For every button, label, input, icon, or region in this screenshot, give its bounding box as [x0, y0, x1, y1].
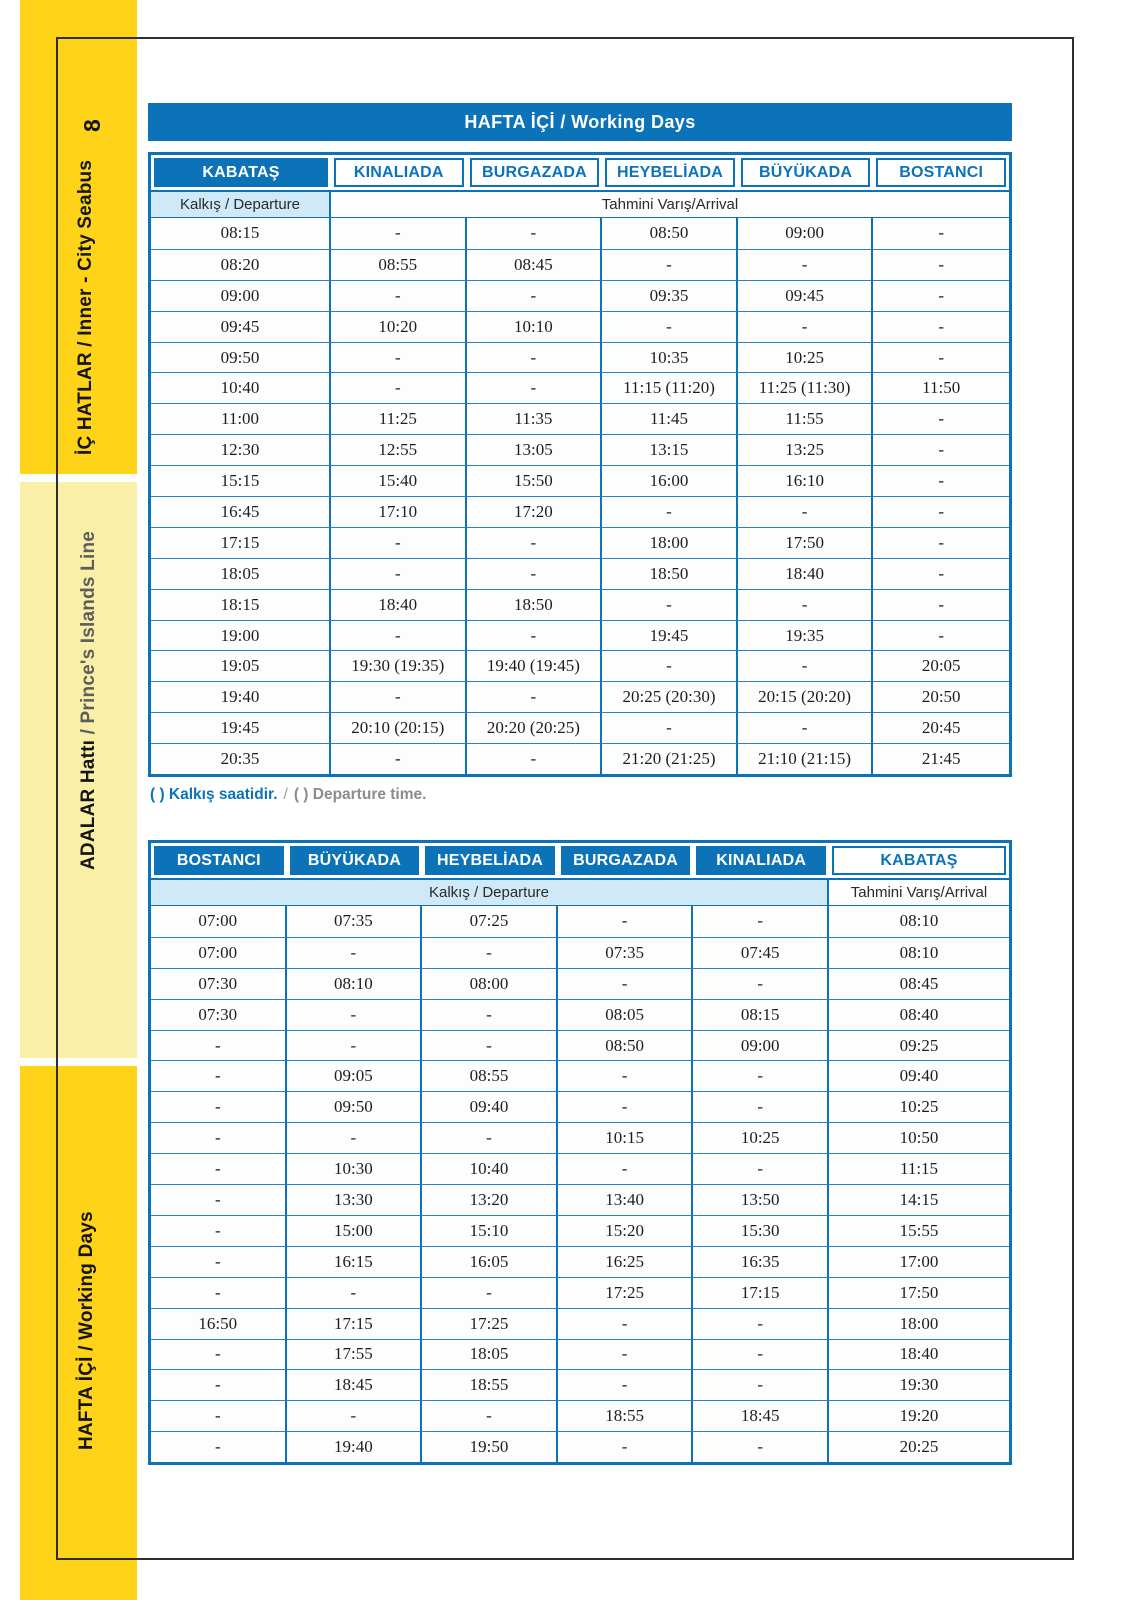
time-cell: - — [331, 218, 467, 249]
time-cell: - — [693, 906, 829, 937]
time-cell: - — [602, 311, 738, 342]
time-cell: - — [693, 1153, 829, 1184]
column-header-bostanci — [873, 155, 1009, 190]
time-cell: - — [151, 1339, 287, 1370]
time-cell: 18:45 — [287, 1369, 423, 1400]
column-header-kinaliada — [693, 843, 829, 878]
time-cell: 20:45 — [873, 712, 1009, 743]
time-cell: 19:45 — [602, 620, 738, 651]
time-cell: 08:50 — [602, 218, 738, 249]
time-cell: 09:40 — [422, 1091, 558, 1122]
time-cell: - — [467, 743, 603, 774]
time-cell: - — [873, 249, 1009, 280]
time-cell: 17:15 — [151, 527, 331, 558]
time-cell: - — [558, 1091, 694, 1122]
time-cell: - — [738, 311, 874, 342]
time-cell: 19:45 — [151, 712, 331, 743]
time-cell: 21:20 (21:25) — [602, 743, 738, 774]
time-cell: - — [602, 496, 738, 527]
time-cell: 21:45 — [873, 743, 1009, 774]
time-cell: 17:25 — [558, 1277, 694, 1308]
time-cell: - — [693, 1339, 829, 1370]
time-cell: - — [693, 1091, 829, 1122]
time-cell: 19:40 — [151, 681, 331, 712]
time-cell: 11:50 — [873, 372, 1009, 403]
time-cell: 15:20 — [558, 1215, 694, 1246]
time-cell: 17:10 — [331, 496, 467, 527]
time-cell: - — [151, 1030, 287, 1061]
time-cell: 09:05 — [287, 1060, 423, 1091]
time-cell: 07:30 — [151, 999, 287, 1030]
time-cell: - — [467, 681, 603, 712]
time-cell: - — [558, 1060, 694, 1091]
timetable-kabatas-departures — [148, 152, 1012, 777]
time-cell: 13:15 — [602, 434, 738, 465]
time-cell: 19:35 — [738, 620, 874, 651]
time-cell: 18:50 — [602, 558, 738, 589]
time-cell: 08:45 — [829, 968, 1009, 999]
time-cell: 16:50 — [151, 1308, 287, 1339]
time-cell: 19:00 — [151, 620, 331, 651]
time-cell: 18:15 — [151, 589, 331, 620]
time-cell: - — [873, 620, 1009, 651]
time-cell: - — [422, 937, 558, 968]
time-cell: - — [151, 1277, 287, 1308]
time-cell: 15:55 — [829, 1215, 1009, 1246]
time-cell: 08:10 — [899, 911, 939, 931]
time-cell: 09:00 — [151, 280, 331, 311]
time-cell: - — [467, 527, 603, 558]
time-cell: 13:50 — [693, 1184, 829, 1215]
time-cell: - — [873, 280, 1009, 311]
time-cell: - — [422, 1400, 558, 1431]
time-cell: 08:20 — [151, 249, 331, 280]
time-cell: - — [873, 465, 1009, 496]
time-cell: 07:30 — [151, 968, 287, 999]
time-cell: 18:40 — [829, 1339, 1009, 1370]
time-cell: - — [331, 342, 467, 373]
time-cell: - — [287, 999, 423, 1030]
time-cell: 07:35 — [287, 906, 423, 937]
column-header-label: HEYBELİADA — [425, 846, 555, 875]
time-cell: - — [467, 342, 603, 373]
footnote-turkish: ( ) Kalkış saatidir. — [150, 786, 278, 804]
column-header-label: BÜYÜKADA — [741, 158, 871, 187]
time-cell: - — [467, 558, 603, 589]
time-cell: 16:10 — [738, 465, 874, 496]
column-header-kabatas — [829, 843, 1009, 878]
footnote-english: ( ) Departure time. — [293, 786, 427, 804]
time-cell: - — [151, 1400, 287, 1431]
time-cell: 09:50 — [151, 342, 331, 373]
time-cell: 09:25 — [829, 1030, 1009, 1061]
time-cell: 15:30 — [693, 1215, 829, 1246]
time-cell: - — [151, 1184, 287, 1215]
time-cell: - — [331, 620, 467, 651]
time-cell: - — [693, 1369, 829, 1400]
time-cell: 19:30 — [829, 1369, 1009, 1400]
time-cell: 17:25 — [422, 1308, 558, 1339]
time-cell: 19:50 — [422, 1431, 558, 1462]
time-cell: 16:00 — [602, 465, 738, 496]
footnote-separator: / — [283, 786, 288, 804]
time-cell: 21:10 (21:15) — [738, 743, 874, 774]
time-cell: 19:30 (19:35) — [331, 650, 467, 681]
time-cell: 09:45 — [151, 311, 331, 342]
sidebar-label-islands-line-english: / Prince's Islands Line — [78, 530, 99, 740]
time-cell: 20:05 — [873, 650, 1009, 681]
time-cell: 14:15 — [829, 1184, 1009, 1215]
time-cell: 08:10 — [829, 937, 1009, 968]
time-cell: 11:15 — [829, 1153, 1009, 1184]
time-cell: 10:30 — [287, 1153, 423, 1184]
time-cell: - — [422, 1122, 558, 1153]
time-cell: 07:25 — [422, 906, 558, 937]
column-header-label: KABATAŞ — [154, 158, 328, 187]
column-header-kinaliada — [331, 155, 467, 190]
time-cell: 10:10 — [467, 311, 603, 342]
column-header-label: HEYBELİADA — [605, 158, 735, 187]
time-cell: 10:25 — [829, 1091, 1009, 1122]
time-cell: 12:55 — [331, 434, 467, 465]
column-header-kabatas — [151, 155, 331, 190]
time-cell: - — [873, 311, 1009, 342]
sidebar-label-inner-city: İÇ HATLAR / Inner - City Seabus — [75, 159, 96, 455]
time-cell: - — [331, 280, 467, 311]
time-cell: - — [873, 434, 1009, 465]
column-header-burgazada — [558, 843, 694, 878]
time-cell: 20:10 (20:15) — [331, 712, 467, 743]
time-cell: 16:05 — [422, 1246, 558, 1277]
page-number: 8 — [79, 119, 105, 132]
time-cell: - — [873, 558, 1009, 589]
time-cell: - — [873, 589, 1009, 620]
column-header-label: KINALIADA — [696, 846, 826, 875]
time-cell: 18:05 — [422, 1339, 558, 1370]
time-cell: 18:05 — [151, 558, 331, 589]
time-cell: 07:00 — [151, 906, 287, 937]
time-cell: 19:20 — [829, 1400, 1009, 1431]
time-cell: 13:20 — [422, 1184, 558, 1215]
time-cell: 09:00 — [693, 1030, 829, 1061]
arrival-subheader: Tahmini Varış/Arrival — [829, 878, 1009, 906]
time-cell: - — [422, 1277, 558, 1308]
time-cell: - — [287, 1400, 423, 1431]
time-cell: 08:55 — [422, 1060, 558, 1091]
time-cell: 10:20 — [331, 311, 467, 342]
time-cell: 08:50 — [558, 1030, 694, 1061]
content-area — [148, 103, 1012, 1465]
time-cell: 11:45 — [602, 403, 738, 434]
time-cell: - — [151, 1215, 287, 1246]
time-cell: - — [602, 249, 738, 280]
time-cell: 13:25 — [738, 434, 874, 465]
time-cell: 08:55 — [331, 249, 467, 280]
time-cell: 18:00 — [829, 1308, 1009, 1339]
column-header-bostanci — [151, 843, 287, 878]
time-cell: - — [693, 1431, 829, 1462]
timetable-bostanci-departures — [148, 840, 1012, 1465]
time-cell: - — [467, 280, 603, 311]
time-cell: 10:40 — [151, 372, 331, 403]
time-cell: 17:20 — [467, 496, 603, 527]
time-cell: - — [151, 1122, 287, 1153]
time-cell: 10:25 — [738, 342, 874, 373]
time-cell: 18:55 — [558, 1400, 694, 1431]
time-cell: - — [873, 403, 1009, 434]
column-header-buyukada — [287, 843, 423, 878]
column-header-label: BOSTANCI — [876, 158, 1006, 187]
time-cell: 20:25 (20:30) — [602, 681, 738, 712]
time-cell: - — [331, 743, 467, 774]
sidebar-label-islands-line-turkish: ADALAR Hattı — [78, 739, 99, 870]
time-cell: 17:00 — [829, 1246, 1009, 1277]
time-cell: 20:15 (20:20) — [738, 681, 874, 712]
time-cell: 16:15 — [287, 1246, 423, 1277]
working-days-banner: HAFTA İÇİ / Working Days — [148, 103, 1012, 141]
time-cell: 10:35 — [602, 342, 738, 373]
column-header-label: BOSTANCI — [154, 846, 284, 875]
time-cell: 08:15 — [693, 999, 829, 1030]
time-cell: 18:55 — [422, 1369, 558, 1400]
time-cell: 08:40 — [829, 999, 1009, 1030]
time-cell: 15:10 — [422, 1215, 558, 1246]
time-cell: - — [873, 342, 1009, 373]
column-header-label: BURGAZADA — [561, 846, 691, 875]
departure-subheader: Kalkış / Departure — [151, 878, 829, 906]
time-cell: 17:15 — [287, 1308, 423, 1339]
time-cell: 20:35 — [151, 743, 331, 774]
time-cell: - — [287, 937, 423, 968]
time-cell: - — [558, 1308, 694, 1339]
time-cell: 18:40 — [331, 589, 467, 620]
time-cell: - — [738, 589, 874, 620]
time-cell: - — [738, 712, 874, 743]
column-header-label: BURGAZADA — [470, 158, 600, 187]
time-cell: - — [558, 1339, 694, 1370]
time-cell: 13:40 — [558, 1184, 694, 1215]
column-header-label: KABATAŞ — [832, 846, 1006, 875]
time-cell: 07:00 — [151, 937, 287, 968]
time-cell: - — [738, 249, 874, 280]
time-cell: 09:35 — [602, 280, 738, 311]
time-cell: - — [467, 218, 603, 249]
time-cell: 08:00 — [422, 968, 558, 999]
time-cell: - — [602, 650, 738, 681]
time-cell: 10:40 — [422, 1153, 558, 1184]
time-cell: 17:15 — [693, 1277, 829, 1308]
time-cell: 16:25 — [558, 1246, 694, 1277]
sidebar-label-islands-line — [77, 531, 101, 870]
time-cell: - — [467, 620, 603, 651]
time-cell: - — [738, 496, 874, 527]
time-cell: - — [287, 1122, 423, 1153]
footnote — [150, 786, 1012, 804]
departure-subheader: Kalkış / Departure — [151, 190, 331, 218]
time-cell: 18:50 — [467, 589, 603, 620]
time-cell: - — [151, 1246, 287, 1277]
time-cell: - — [331, 372, 467, 403]
time-cell: 09:40 — [829, 1060, 1009, 1091]
time-cell: - — [558, 968, 694, 999]
time-cell: 09:50 — [287, 1091, 423, 1122]
time-cell: - — [151, 1369, 287, 1400]
time-cell: 11:15 (11:20) — [602, 372, 738, 403]
time-cell: 12:30 — [151, 434, 331, 465]
time-cell: 15:50 — [467, 465, 603, 496]
column-header-heybeliada — [602, 155, 738, 190]
time-cell: 11:00 — [151, 403, 331, 434]
column-header-heybeliada — [422, 843, 558, 878]
time-cell: - — [331, 558, 467, 589]
time-cell: 10:15 — [558, 1122, 694, 1153]
time-cell: 16:45 — [151, 496, 331, 527]
time-cell: 20:25 — [829, 1431, 1009, 1462]
time-cell: 08:45 — [467, 249, 603, 280]
time-cell: 08:15 — [151, 218, 331, 249]
time-cell: 15:00 — [287, 1215, 423, 1246]
time-cell: 20:50 — [873, 681, 1009, 712]
time-cell: 08:10 — [287, 968, 423, 999]
time-cell: 18:45 — [693, 1400, 829, 1431]
time-cell: 19:05 — [151, 650, 331, 681]
time-cell: 18:40 — [738, 558, 874, 589]
arrival-subheader: Tahmini Varış/Arrival — [331, 190, 1009, 218]
time-cell: 07:45 — [693, 937, 829, 968]
time-cell: 19:40 (19:45) — [467, 650, 603, 681]
time-cell: 11:35 — [467, 403, 603, 434]
time-cell: 10:25 — [693, 1122, 829, 1153]
time-cell: 15:40 — [331, 465, 467, 496]
time-cell: 19:40 — [287, 1431, 423, 1462]
time-cell: - — [558, 1369, 694, 1400]
time-cell: 10:50 — [829, 1122, 1009, 1153]
time-cell: 08:05 — [558, 999, 694, 1030]
time-cell: - — [602, 589, 738, 620]
time-cell: 20:20 (20:25) — [467, 712, 603, 743]
time-cell: - — [693, 1060, 829, 1091]
time-cell: 07:35 — [558, 937, 694, 968]
time-cell: 09:00 — [738, 218, 874, 249]
time-cell: - — [151, 1431, 287, 1462]
time-cell: 17:50 — [829, 1277, 1009, 1308]
time-cell: 18:00 — [602, 527, 738, 558]
time-cell: - — [331, 681, 467, 712]
time-cell: 11:25 (11:30) — [738, 372, 874, 403]
time-cell: - — [602, 712, 738, 743]
time-cell: - — [151, 1060, 287, 1091]
time-cell: 13:05 — [467, 434, 603, 465]
column-header-burgazada — [467, 155, 603, 190]
time-cell: 16:35 — [693, 1246, 829, 1277]
time-cell: - — [151, 1091, 287, 1122]
time-cell: 11:55 — [738, 403, 874, 434]
time-cell: 17:55 — [287, 1339, 423, 1370]
time-cell: 13:30 — [287, 1184, 423, 1215]
time-cell: 15:15 — [151, 465, 331, 496]
time-cell: - — [422, 999, 558, 1030]
time-cell: - — [287, 1030, 423, 1061]
time-cell: - — [467, 372, 603, 403]
time-cell: 11:25 — [331, 403, 467, 434]
column-header-buyukada — [738, 155, 874, 190]
time-cell: - — [558, 1431, 694, 1462]
time-cell: - — [693, 1308, 829, 1339]
time-cell: 09:45 — [738, 280, 874, 311]
time-cell: - — [873, 496, 1009, 527]
time-cell: - — [287, 1277, 423, 1308]
time-cell: - — [331, 527, 467, 558]
time-cell: - — [558, 1153, 694, 1184]
time-cell: - — [738, 650, 874, 681]
sidebar-label-working-days: HAFTA İÇİ / Working Days — [76, 1211, 97, 1450]
time-cell: - — [873, 527, 1009, 558]
time-cell: - — [938, 223, 945, 243]
time-cell: - — [693, 968, 829, 999]
time-cell: 17:50 — [738, 527, 874, 558]
time-cell: - — [151, 1153, 287, 1184]
time-cell: - — [558, 906, 694, 937]
column-header-label: KINALIADA — [334, 158, 464, 187]
time-cell: - — [422, 1030, 558, 1061]
column-header-label: BÜYÜKADA — [290, 846, 420, 875]
